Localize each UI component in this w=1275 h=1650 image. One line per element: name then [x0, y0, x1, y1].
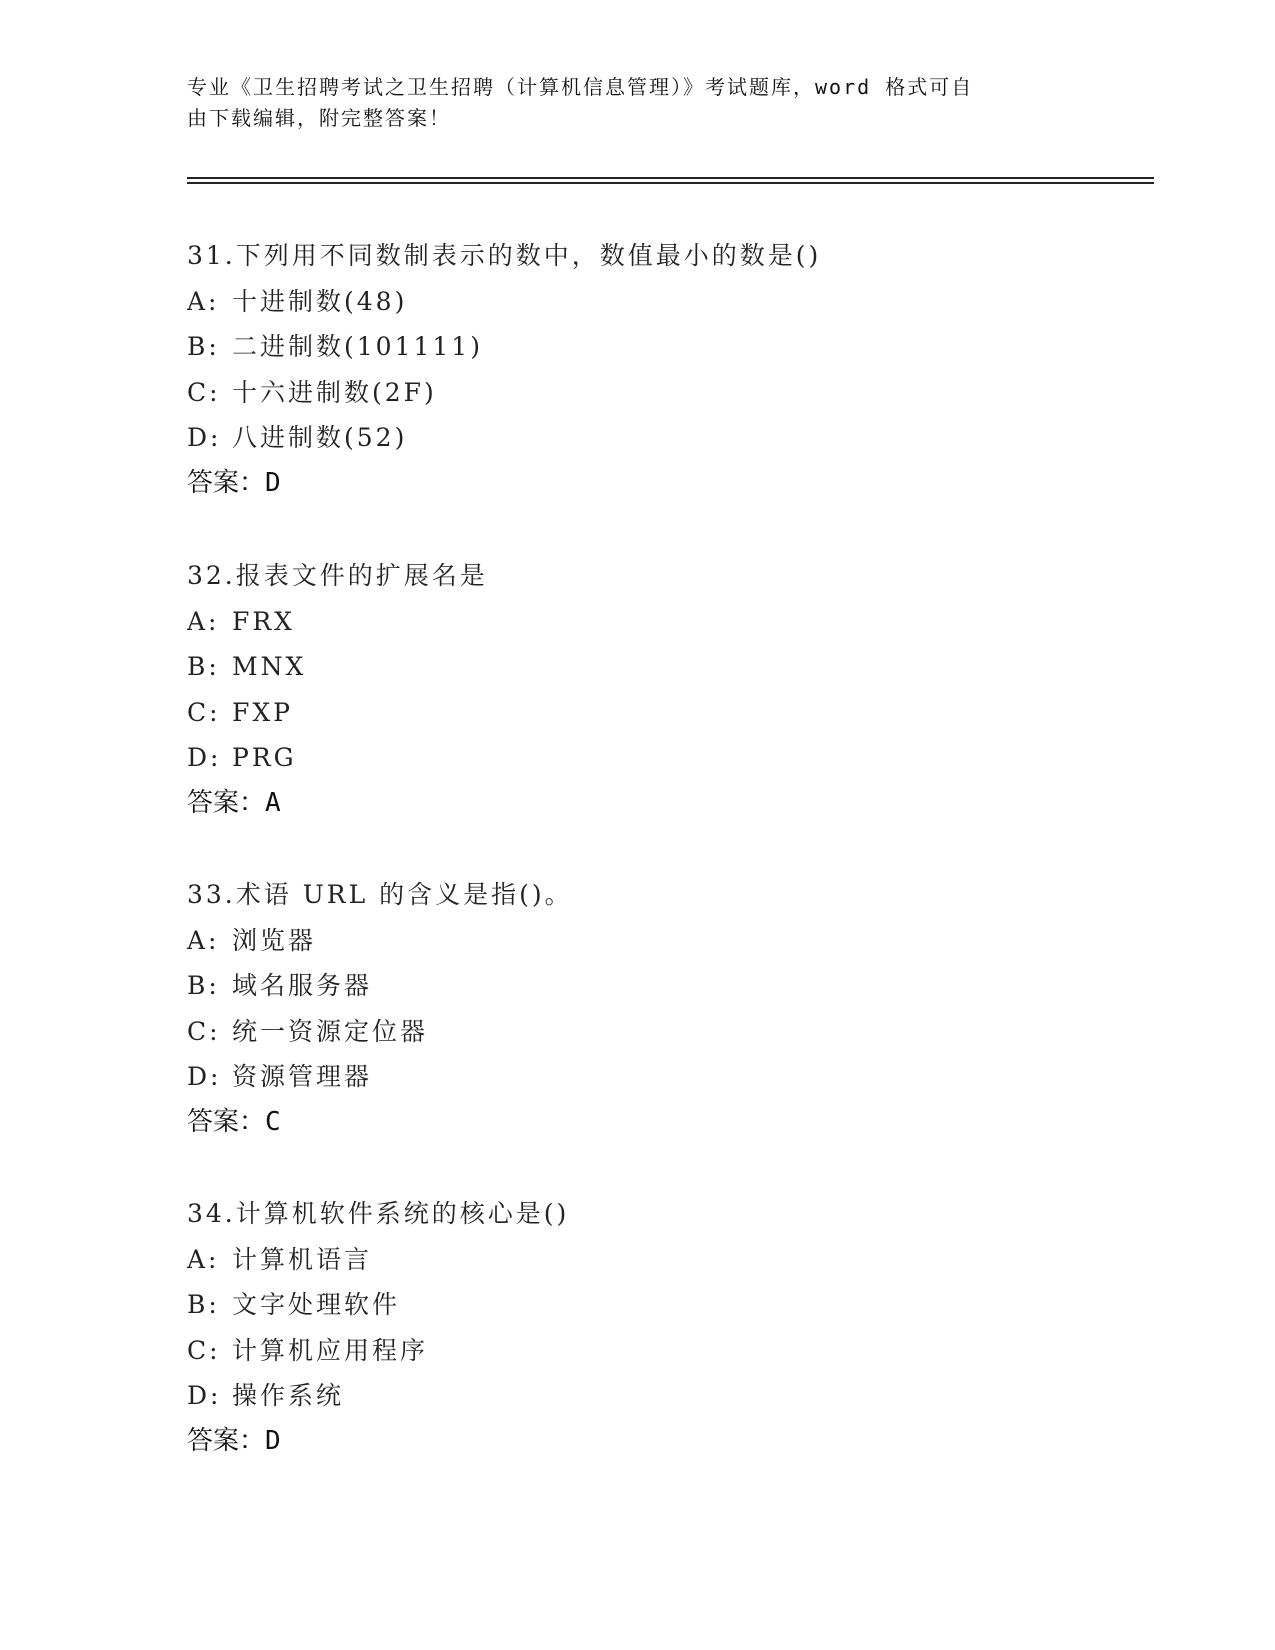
option-c	[187, 370, 1137, 416]
option-a	[187, 918, 1137, 964]
answer-value: C	[265, 1106, 281, 1137]
option-b	[187, 963, 1137, 1009]
answer-label: 答案：	[187, 467, 266, 498]
header-line-2: 由下载编辑，附完整答案！	[187, 106, 451, 130]
answer-label: 答案：	[187, 1106, 266, 1137]
question-title: 32.报表文件的扩展名是	[187, 561, 488, 590]
answer-line	[187, 461, 1137, 507]
option-text: 文字处理软件	[232, 1290, 401, 1319]
document-header	[187, 72, 1087, 134]
answer-value: D	[265, 1425, 281, 1456]
option-key: D:	[187, 423, 222, 452]
option-d	[187, 735, 1137, 781]
answer-line	[187, 781, 1137, 827]
option-key: C:	[187, 1016, 221, 1046]
answer-value: D	[265, 467, 281, 498]
option-text: 操作系统	[232, 1381, 345, 1410]
option-text: 十六进制数(2F)	[232, 377, 437, 407]
option-key: A:	[187, 286, 220, 316]
option-text: 浏览器	[232, 925, 317, 955]
option-text: 计算机语言	[232, 1244, 373, 1274]
option-key: A:	[187, 606, 220, 636]
option-d	[187, 415, 1137, 461]
option-key: C:	[187, 377, 221, 407]
question-32	[187, 553, 1137, 826]
answer-label: 答案：	[187, 1425, 266, 1456]
question-title: 31.下列用不同数制表示的数中，数值最小的数是()	[187, 241, 822, 270]
option-c	[187, 1328, 1137, 1374]
header-line-1: 专业《卫生招聘考试之卫生招聘（计算机信息管理）》考试题库，word 格式可自	[187, 75, 974, 99]
option-key: C:	[187, 1335, 221, 1365]
option-c	[187, 1009, 1137, 1055]
option-key: A:	[187, 925, 220, 955]
question-33	[187, 872, 1137, 1145]
option-text: 域名服务器	[232, 971, 373, 1000]
option-text: 二进制数(101111)	[232, 332, 483, 361]
option-text: 统一资源定位器	[232, 1016, 429, 1046]
header-divider-bottom	[187, 182, 1154, 184]
option-text: 八进制数(52)	[232, 423, 408, 452]
option-text: MNX	[232, 652, 307, 681]
option-key: D:	[187, 1062, 222, 1091]
option-c	[187, 690, 1137, 736]
question-31	[187, 233, 1137, 506]
header-divider-top	[187, 177, 1154, 179]
option-key: B:	[187, 971, 220, 1000]
option-key: B:	[187, 332, 220, 361]
answer-line	[187, 1419, 1137, 1465]
option-text: 计算机应用程序	[232, 1335, 429, 1365]
option-text: 资源管理器	[232, 1062, 373, 1091]
question-title: 34.计算机软件系统的核心是()	[187, 1199, 570, 1228]
answer-line	[187, 1100, 1137, 1146]
option-key: B:	[187, 652, 220, 681]
answer-value: A	[265, 787, 281, 818]
option-text: FRX	[232, 606, 295, 636]
question-title: 33.术语 URL 的含义是指()。	[187, 880, 573, 909]
option-text: PRG	[232, 743, 297, 772]
option-text: 十进制数(48)	[232, 286, 408, 316]
option-b	[187, 644, 1137, 690]
option-a	[187, 279, 1137, 325]
option-d	[187, 1054, 1137, 1100]
option-b	[187, 1282, 1137, 1328]
option-key: B:	[187, 1290, 220, 1319]
option-key: D:	[187, 743, 222, 772]
option-d	[187, 1373, 1137, 1419]
option-a	[187, 1237, 1137, 1283]
option-key: A:	[187, 1244, 220, 1274]
question-34	[187, 1191, 1137, 1464]
option-a	[187, 599, 1137, 645]
answer-label: 答案：	[187, 787, 266, 818]
option-key: C:	[187, 697, 221, 727]
option-key: D:	[187, 1381, 222, 1410]
option-text: FXP	[232, 697, 293, 727]
option-b	[187, 324, 1137, 370]
